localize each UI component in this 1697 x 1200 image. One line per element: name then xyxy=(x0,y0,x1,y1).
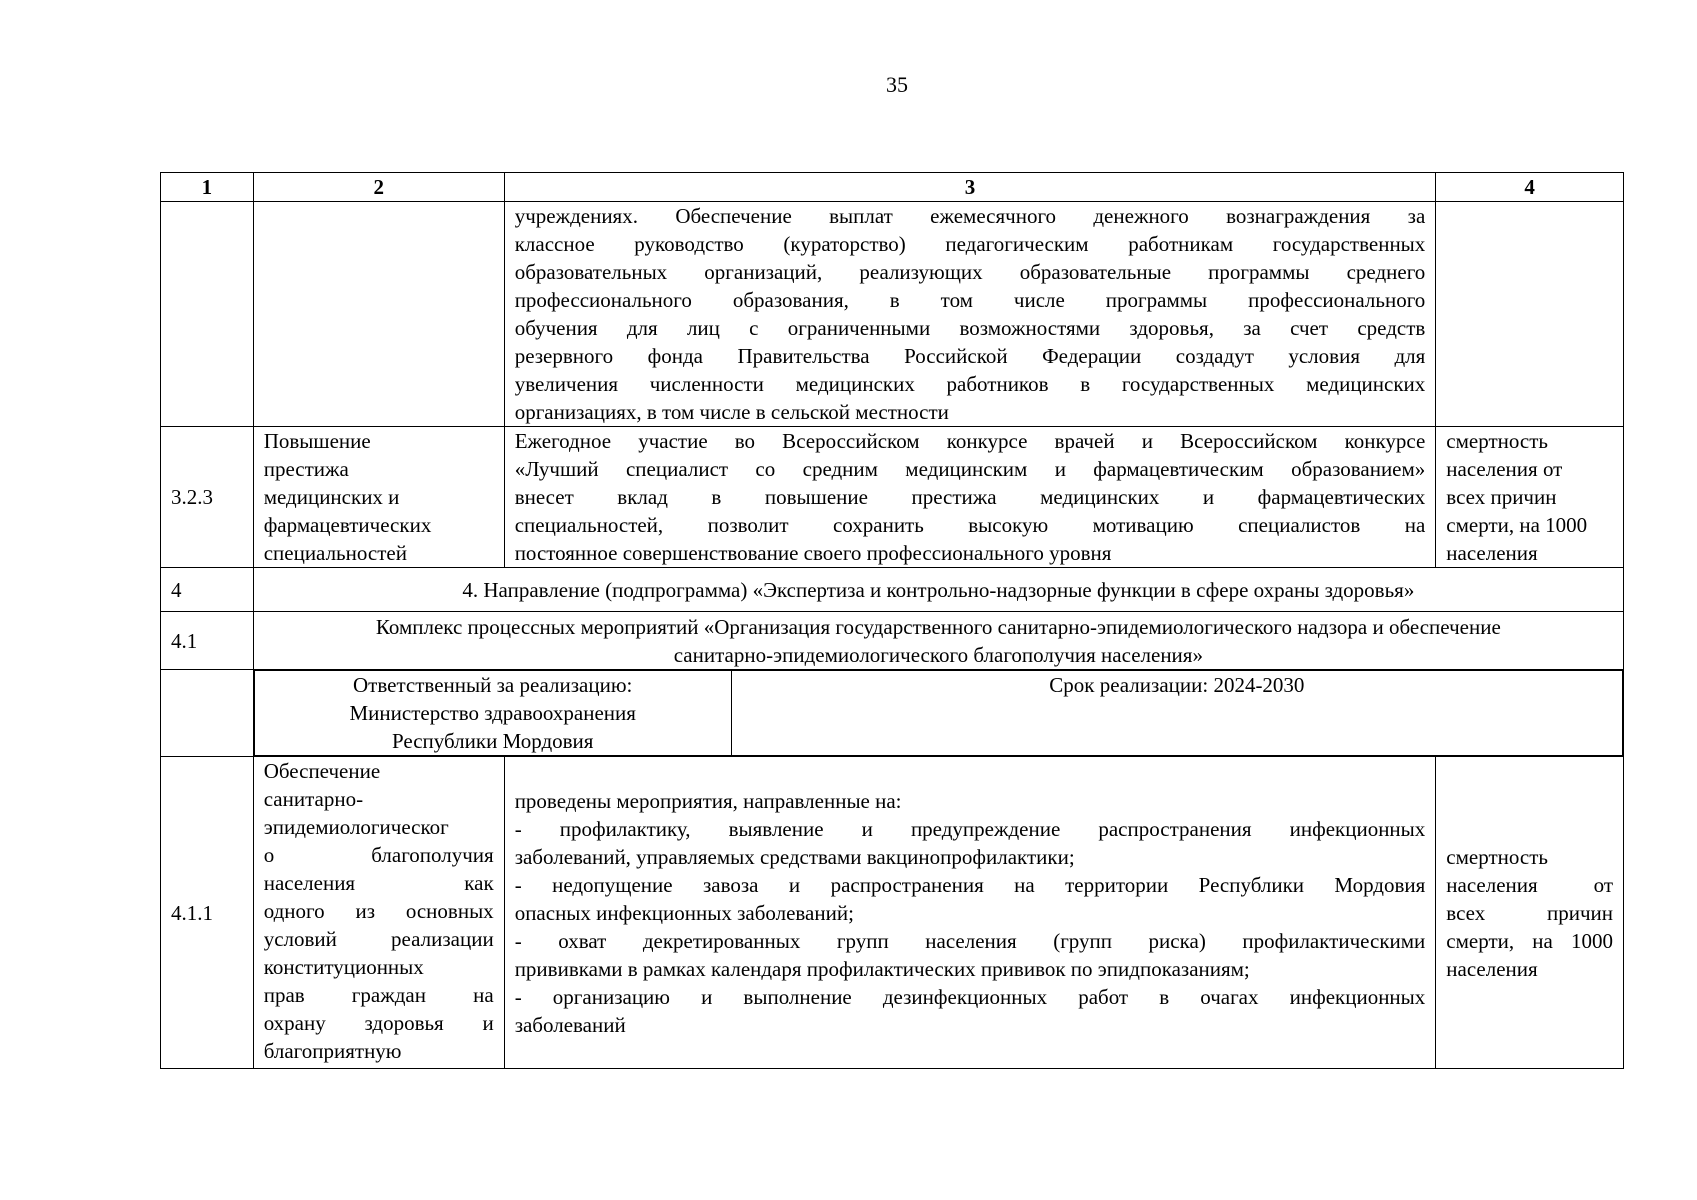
text-line: - охват декретированных групп населения (групп риска) профилактическими xyxy=(514,928,1426,953)
text-line: специальностей xyxy=(263,541,407,565)
cell-num xyxy=(161,202,254,427)
complex-title xyxy=(253,612,1623,670)
text-line: - профилактику, выявление и предупреждение распространения инфекционных xyxy=(514,816,1426,841)
text-line: Обеспечение xyxy=(263,759,381,783)
row-number: 4.1 xyxy=(161,612,254,670)
text-line: постоянное совершенствование своего профессионального уровня xyxy=(514,541,1112,565)
text-line: населения от xyxy=(1446,872,1613,897)
table-row xyxy=(161,202,1624,427)
text-line: организациях, в том числе в сельской местности xyxy=(514,400,949,424)
responsible-cell xyxy=(253,670,1623,757)
text-line: населения как xyxy=(263,871,494,895)
table-row xyxy=(161,670,1624,757)
text-line: одного из основных xyxy=(263,899,494,923)
cell-num xyxy=(161,670,254,757)
text-line: резервного фонда Правительства Российской Федерации создадут условия для xyxy=(514,344,1426,368)
section-title: 4. Направление (подпрограмма) «Экспертиза и контрольно-надзорные функции в сфере охраны здоровья» xyxy=(253,568,1623,612)
text-line: смертность xyxy=(1446,429,1548,453)
header-col-1: 1 xyxy=(161,173,254,202)
text-line: населения xyxy=(1446,956,1538,981)
text-line: Комплекс процессных мероприятий «Организация государственного санитарно-эпидемиологического надзора и обеспечение xyxy=(375,614,1501,639)
text-line: медицинских и xyxy=(263,485,400,509)
responsible-block xyxy=(254,671,731,756)
text-line: - организацию и выполнение дезинфекционных работ в очагах инфекционных xyxy=(514,984,1426,1009)
text-line: конституционных xyxy=(263,955,424,979)
table-row xyxy=(161,612,1624,670)
text-line: Республики Мордовия xyxy=(391,729,594,753)
text-line: Ежегодное участие во Всероссийском конкурсе врачей и Всероссийском конкурсе xyxy=(514,429,1426,453)
cell-indicator xyxy=(1436,757,1624,1069)
cell-name xyxy=(253,757,504,1069)
text-line: эпидемиологическог xyxy=(263,815,449,839)
cell-name xyxy=(253,427,504,568)
text-line: смерти, на 1000 xyxy=(1446,928,1613,953)
text-line: заболеваний xyxy=(514,1012,626,1037)
cell-indicator xyxy=(1436,202,1624,427)
text-line: всех причин xyxy=(1446,485,1557,509)
text-line: специальностей, позволит сохранить высокую мотивацию специалистов на xyxy=(514,513,1426,537)
text-line: населения xyxy=(1446,541,1538,565)
text-line: Повышение xyxy=(263,429,371,453)
text-line: о благополучия xyxy=(263,843,494,867)
text-line: проведены мероприятия, направленные на: xyxy=(514,788,902,813)
text-line: фармацевтических xyxy=(263,513,432,537)
text-line: престижа xyxy=(263,457,349,481)
cell-indicator xyxy=(1436,427,1624,568)
text-line: заболеваний, управляемых средствами вакцинопрофилактики; xyxy=(514,844,1075,869)
cell-description xyxy=(504,202,1436,427)
text-line: увеличения численности медицинских работников в государственных медицинских xyxy=(514,372,1426,396)
text-line: смерти, на 1000 xyxy=(1446,513,1588,537)
period-block: Срок реализации: 2024-2030 xyxy=(731,671,1622,756)
text-line: Ответственный за реализацию: xyxy=(353,673,633,697)
text-line: смертность xyxy=(1446,844,1548,869)
cell-description xyxy=(504,427,1436,568)
text-line: прививками в рамках календаря профилактических прививок по эпидпоказаниям; xyxy=(514,956,1250,981)
table-header-row xyxy=(161,173,1624,202)
text-line: благоприятную xyxy=(263,1039,402,1063)
text-line: профессионального образования, в том числе программы профессионального xyxy=(514,288,1426,312)
text-line: классное руководство (кураторство) педагогическим работникам государственных xyxy=(514,232,1426,256)
cell-name xyxy=(253,202,504,427)
text-line: санитарно-эпидемиологического благополучия населения» xyxy=(673,642,1203,667)
row-number: 3.2.3 xyxy=(161,427,254,568)
text-line: «Лучший специалист со средним медицинским и фармацевтическим образованием» xyxy=(514,457,1426,481)
text-line: образовательных организаций, реализующих образовательные программы среднего xyxy=(514,260,1426,284)
text-line: охрану здоровья и xyxy=(263,1011,494,1035)
text-line: - недопущение завоза и распространения на территории Республики Мордовия xyxy=(514,872,1426,897)
row-number: 4 xyxy=(161,568,254,612)
responsible-split xyxy=(254,670,1623,756)
measures-table xyxy=(160,172,1624,1069)
table-row xyxy=(161,757,1624,1069)
text-line: опасных инфекционных заболеваний; xyxy=(514,900,854,925)
row-number: 4.1.1 xyxy=(161,757,254,1069)
page-number: 35 xyxy=(886,72,908,97)
table-row xyxy=(161,568,1624,612)
text-line: всех причин xyxy=(1446,900,1613,925)
text-line: санитарно- xyxy=(263,787,364,811)
table-row xyxy=(161,427,1624,568)
text-line: внесет вклад в повышение престижа медицинских и фармацевтических xyxy=(514,485,1426,509)
header-col-3: 3 xyxy=(504,173,1436,202)
text-line: Министерство здравоохранения xyxy=(349,701,636,725)
text-line: учреждениях. Обеспечение выплат ежемесячного денежного вознаграждения за xyxy=(514,204,1426,228)
text-line: обучения для лиц с ограниченными возможностями здоровья, за счет средств xyxy=(514,316,1426,340)
text-line: населения от xyxy=(1446,457,1563,481)
header-col-4: 4 xyxy=(1436,173,1624,202)
text-line: условий реализации xyxy=(263,927,494,951)
header-col-2: 2 xyxy=(253,173,504,202)
cell-description xyxy=(504,757,1436,1069)
text-line: прав граждан на xyxy=(263,983,494,1007)
